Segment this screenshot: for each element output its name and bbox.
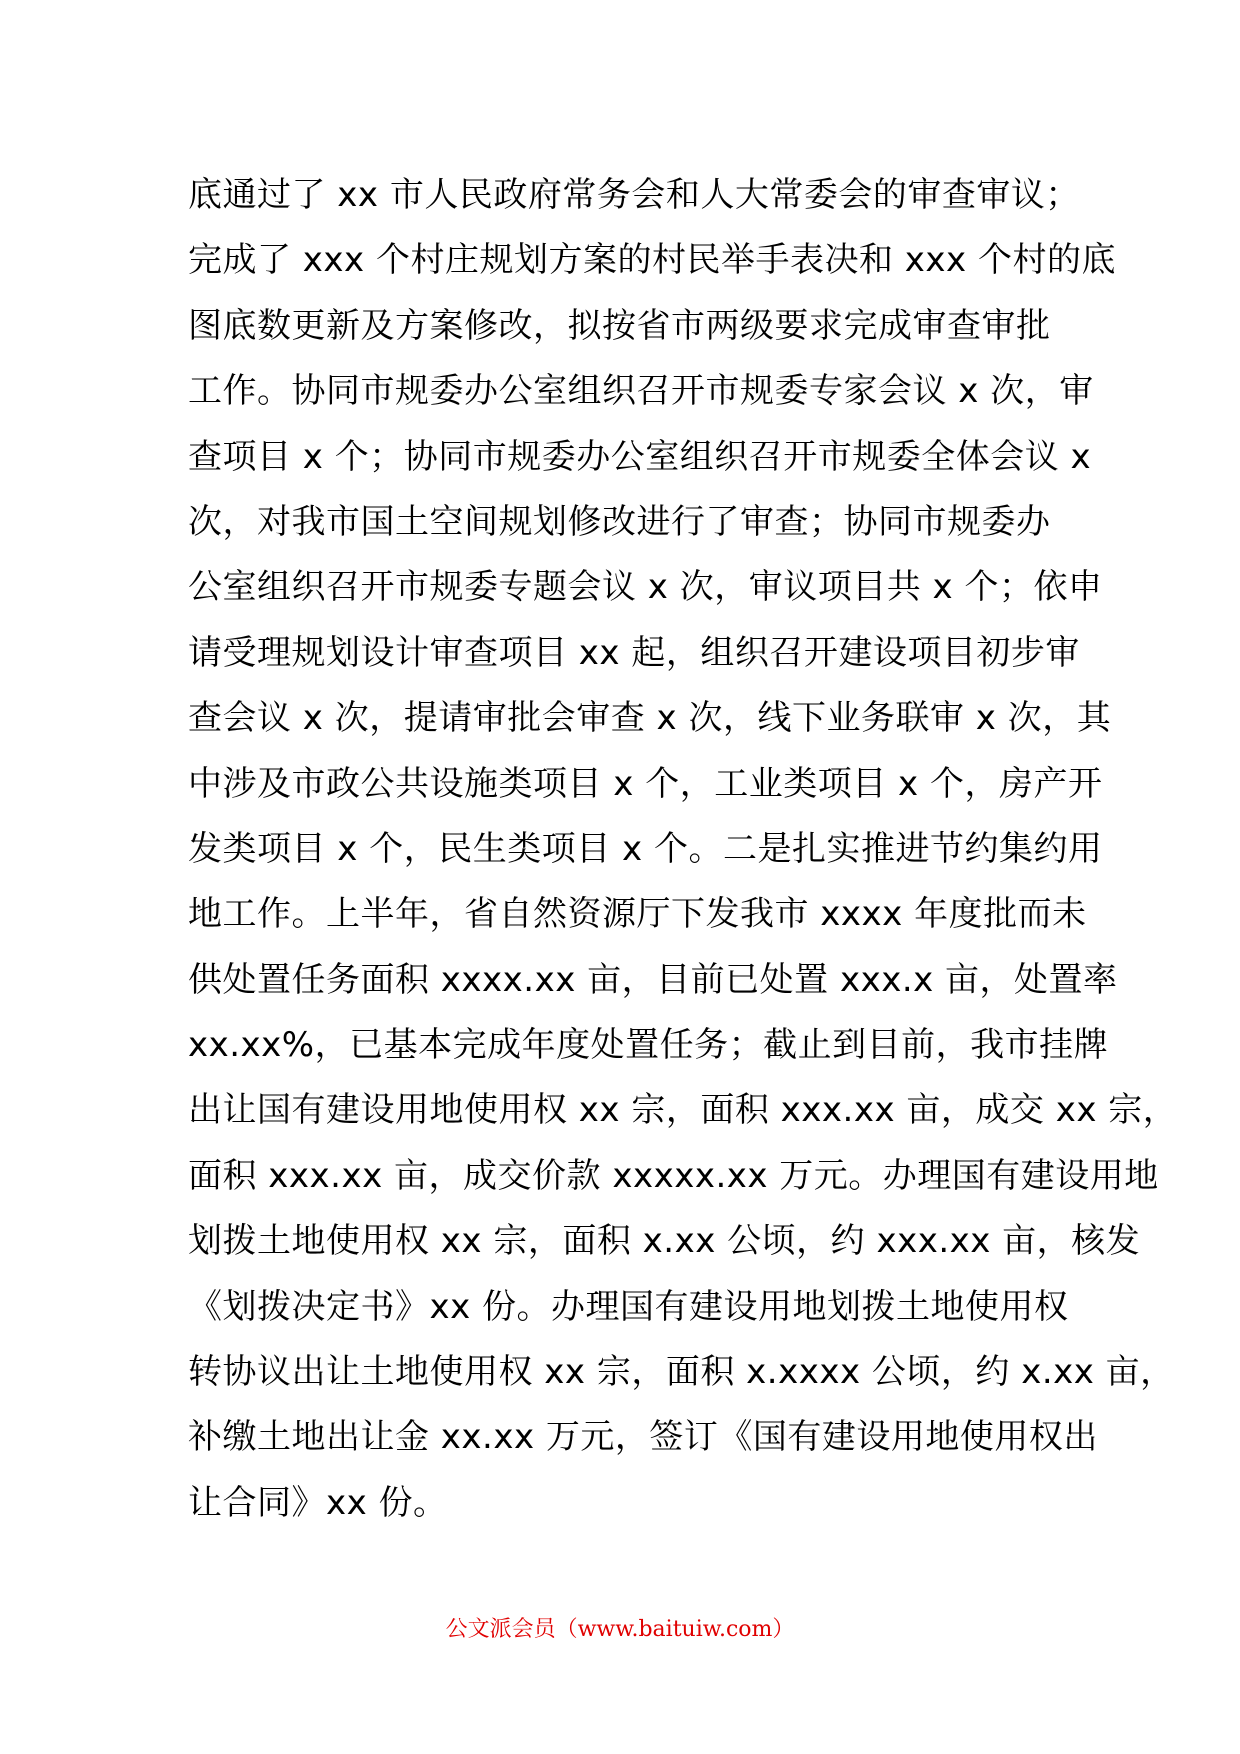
- text-line: 次，对我市国土空间规划修改进行了审查；协同市规委办: [188, 501, 1051, 542]
- text-line: 面积 xxx.xx 亩，成交价款 xxxxx.xx 万元。办理国有建设用地: [188, 1155, 1159, 1196]
- text-line: 转协议出让土地使用权 xx 宗，面积 x.xxxx 公顷，约 x.xx 亩，: [188, 1352, 1175, 1393]
- text-line: 公室组织召开市规委专题会议 x 次，审议项目共 x 个；依申: [188, 567, 1103, 608]
- text-line: 工作。协同市规委办公室组织召开市规委专家会议 x 次，审: [188, 371, 1094, 412]
- text-line: xx.xx%，已基本完成年度处置任务；截止到目前，我市挂牌: [188, 1025, 1109, 1066]
- body-paragraph: [188, 163, 1178, 1536]
- text-line: 发类项目 x 个，民生类项目 x 个。二是扎实推进节约集约用: [188, 828, 1103, 869]
- text-line: 查项目 x 个；协同市规委办公室组织召开市规委全体会议 x: [188, 436, 1092, 477]
- footer-watermark-link[interactable]: 公文派会员（www.baituiw.com）: [445, 1617, 795, 1642]
- text-line: 《划拨决定书》xx 份。办理国有建设用地划拨土地使用权: [188, 1286, 1069, 1327]
- text-line: 补缴土地出让金 xx.xx 万元，签订《国有建设用地使用权出: [188, 1417, 1098, 1458]
- text-line: 完成了 xxx 个村庄规划方案的村民举手表决和 xxx 个村的底: [188, 240, 1116, 281]
- text-line: 中涉及市政公共设施类项目 x 个，工业类项目 x 个，房产开: [188, 763, 1103, 804]
- text-line: 图底数更新及方案修改，拟按省市两级要求完成审查审批: [188, 305, 1051, 346]
- text-line: 供处置任务面积 xxxx.xx 亩，目前已处置 xxx.x 亩，处置率: [188, 959, 1118, 1000]
- text-line: 让合同》xx 份。: [188, 1482, 448, 1523]
- text-line: 请受理规划设计审查项目 xx 起，组织召开建设项目初步审: [188, 632, 1080, 673]
- text-line: 划拨土地使用权 xx 宗，面积 x.xx 公顷，约 xxx.xx 亩，核发: [188, 1221, 1141, 1262]
- text-line: 底通过了 xx 市人民政府常务会和人大常委会的审查审议；: [188, 175, 1080, 215]
- text-line: 地工作。上半年，省自然资源厅下发我市 xxxx 年度批而未: [188, 894, 1087, 935]
- text-line: 出让国有建设用地使用权 xx 宗，面积 xxx.xx 亩，成交 xx 宗，: [188, 1090, 1178, 1131]
- text-line: 查会议 x 次，提请审批会审查 x 次，线下业务联审 x 次，其: [188, 698, 1112, 739]
